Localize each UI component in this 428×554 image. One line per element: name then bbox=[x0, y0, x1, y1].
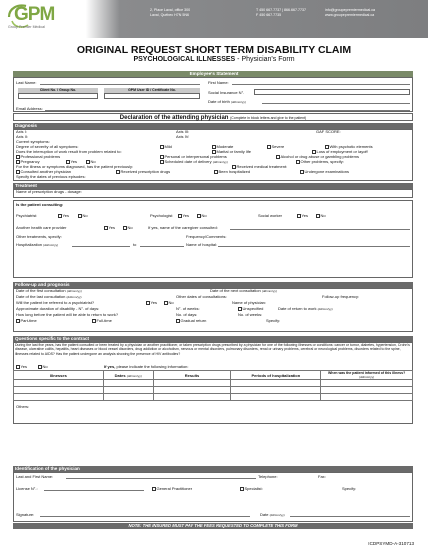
checkbox-psychiatrist-no[interactable] bbox=[78, 214, 82, 218]
sin-field[interactable] bbox=[254, 89, 410, 95]
referred-no[interactable]: No bbox=[164, 300, 174, 305]
checkbox-another-yes[interactable] bbox=[104, 226, 108, 230]
gpm-user-id-label: GPM User ID / Certificate No. bbox=[104, 88, 200, 93]
medical-treatment-option[interactable]: Received medical treatment: bbox=[232, 164, 287, 169]
part-time-option[interactable]: Part-time bbox=[16, 318, 37, 323]
current-symptoms-label: Current symptoms: bbox=[16, 139, 50, 144]
axis-i-label: Axis I: bbox=[16, 129, 27, 134]
severity-mild[interactable]: Mild bbox=[160, 144, 172, 149]
previous-episodes-label: Specify the dates of previous episodes: bbox=[16, 174, 86, 179]
form-title: ORIGINAL REQUEST SHORT TERM DISABILITY CLAIM bbox=[76, 44, 352, 56]
another-provider-no[interactable]: No bbox=[123, 225, 133, 230]
pregnancy-option[interactable]: Pregnancy bbox=[16, 159, 40, 164]
psychologist-no[interactable]: No bbox=[197, 213, 207, 218]
dob-label: Date of birth (dd/mm/yy) bbox=[208, 99, 246, 104]
telephone-label: Telephone: bbox=[258, 474, 278, 479]
name-physician-label: Name of physician: bbox=[232, 300, 267, 305]
hospitalization-label: Hospitalization (dd/mm/yy) bbox=[16, 242, 59, 247]
hospitalization-to-label: to bbox=[133, 242, 137, 247]
alcohol-option[interactable]: Alcohol or drug abuse or gambling problems bbox=[276, 154, 359, 159]
psychiatrist-yes[interactable]: Yes bbox=[58, 213, 69, 218]
hospital-name-label: Name of hospital: bbox=[186, 242, 218, 247]
identification-header: Identification of the physician bbox=[13, 466, 413, 472]
severity-psychotic[interactable]: With psychotic elements bbox=[325, 144, 373, 149]
another-provider-yes[interactable]: Yes bbox=[104, 225, 115, 230]
contract-paragraph: During the last five years, has the patient consulted or been treated by a physician or another practitioner, or taken prescription drugs prescribed by a physician for one of the following illnesses or conditions: cancer or tumor, diabetes, hypertension, Crohn's disease, ulcerative colitis, hepatitis, heart diseases or blood vessel disorders, drug addiction or alcoholism, nervous or mental disorders, pulmonary disorders, renal or urinary problems, cerebral or neurological problems, disorders related to the spine, illnesses related to AIDS? Has the patient undergone an analysis showing the presence of HIV antibodies? bbox=[15, 343, 410, 356]
psychologist-label: Psychologist bbox=[150, 213, 173, 218]
last-name-label: Last Name: bbox=[16, 80, 37, 85]
followup-header: Follow-up and prognosis bbox=[13, 282, 413, 288]
sin-label: Social Insurance N°. bbox=[208, 90, 245, 95]
checkbox-delivery[interactable] bbox=[160, 160, 164, 164]
checkbox-severe[interactable] bbox=[267, 145, 271, 149]
brand-tagline: Group Premier Médical bbox=[8, 25, 45, 29]
undergone-option[interactable]: Undergone examinations bbox=[300, 169, 349, 174]
prescription-option[interactable]: Received prescription drugs bbox=[116, 169, 170, 174]
fax-label: Fax: bbox=[318, 474, 326, 479]
form-subtitle: PSYCHOLOGICAL ILLNESSES - Physician's Form bbox=[133, 56, 295, 63]
another-provider-label: Another health care provider bbox=[16, 225, 67, 230]
signature-field[interactable] bbox=[40, 516, 250, 517]
treatment-header: Treatment bbox=[13, 183, 413, 189]
professional-option[interactable]: Professional problems bbox=[16, 154, 60, 159]
approx-duration-label: Approximate duration of disability - N°. of days: bbox=[16, 306, 100, 311]
drugs-label: Name of prescription drugs - dosage: bbox=[16, 189, 82, 194]
nb-weeks2-label: No. of weeks: bbox=[238, 312, 263, 317]
if-yes-label: If yes, please indicate the following information: bbox=[104, 364, 189, 369]
checkbox-referred-yes[interactable] bbox=[146, 301, 150, 305]
last-consult-label: Date of the last consultation (dd/mm/yy) bbox=[16, 294, 82, 299]
consulting-label: Is the patient consulting: bbox=[16, 202, 64, 207]
physician-name-field[interactable] bbox=[66, 478, 256, 479]
gpm-user-id-field[interactable] bbox=[104, 93, 200, 99]
form-code: ICDPSYMD-A-310713 bbox=[368, 541, 414, 546]
social-worker-label: Social worker bbox=[258, 213, 283, 218]
checkbox-part-time[interactable] bbox=[16, 319, 20, 323]
loss-employment-option[interactable]: Loss of employment or layoff bbox=[312, 149, 368, 154]
identification-frame bbox=[13, 472, 413, 522]
table-row[interactable] bbox=[14, 387, 413, 394]
severity-label: Degree of severity of all symptoms: bbox=[16, 144, 79, 149]
signature-label: Signature: bbox=[16, 512, 35, 517]
table-row[interactable] bbox=[14, 380, 413, 387]
illness-table bbox=[13, 370, 413, 401]
illness-question: For the illness or symptoms diagnosed, has the patient previously: bbox=[16, 164, 134, 169]
checkbox-specialist[interactable] bbox=[240, 487, 244, 491]
contract-no[interactable]: No bbox=[38, 364, 48, 369]
fax-line: F 450 667.7735 bbox=[256, 13, 282, 17]
full-time-option[interactable]: Full-time bbox=[92, 318, 112, 323]
dob-field[interactable] bbox=[262, 103, 410, 104]
address-line-2: Laval, Québec H7N 5N6 bbox=[150, 13, 189, 17]
diagnosis-header: Diagnosis bbox=[13, 123, 413, 129]
how-long-label: How long before the patient will be able to return to work? bbox=[16, 312, 119, 317]
date-label: Date (dd/mm/yy) bbox=[260, 512, 285, 517]
social-worker-yes[interactable]: Yes bbox=[297, 213, 308, 218]
first-name-field[interactable] bbox=[232, 84, 410, 85]
table-header-row bbox=[14, 371, 413, 380]
checkbox-alcohol[interactable] bbox=[276, 155, 280, 159]
hospitalized-option[interactable]: Been hospitalized bbox=[214, 169, 250, 174]
other-problems-option[interactable]: Other problems, specify: bbox=[296, 159, 344, 164]
checkbox-unspecified[interactable] bbox=[238, 307, 242, 311]
severity-moderate[interactable]: Moderate bbox=[212, 144, 233, 149]
frequency-label: Frequency/Comments: bbox=[186, 234, 227, 239]
brand-name: GPM bbox=[14, 4, 55, 25]
checkbox-contract-no[interactable] bbox=[38, 365, 42, 369]
checkbox-another-no[interactable] bbox=[123, 226, 127, 230]
personal-option[interactable]: Personal or interpersonal problems bbox=[160, 154, 227, 159]
caregiver-label: If yes, name of the caregiver consulted: bbox=[148, 225, 218, 230]
license-field[interactable] bbox=[44, 490, 144, 491]
referred-label: Will the patient be referred to a psychiatrist? bbox=[16, 300, 95, 305]
checkbox-gp[interactable] bbox=[152, 487, 156, 491]
hospitalization-to-field[interactable] bbox=[140, 246, 184, 247]
specify-label: Specify: bbox=[266, 318, 281, 323]
gp-option[interactable]: General Practitioner bbox=[152, 486, 192, 491]
checkbox-prescription[interactable] bbox=[116, 170, 120, 174]
follow-freq-label: Follow-up frequency: bbox=[322, 294, 360, 299]
psychologist-yes[interactable]: Yes bbox=[178, 213, 189, 218]
unspecified-option[interactable]: Unspecified bbox=[238, 306, 263, 311]
checkbox-referred-no[interactable] bbox=[164, 301, 168, 305]
checkbox-social-worker-yes[interactable] bbox=[297, 214, 301, 218]
contract-yes[interactable]: Yes bbox=[16, 364, 27, 369]
date-field[interactable] bbox=[290, 516, 410, 517]
gaf-score-label: GAF SCORE: bbox=[316, 129, 341, 134]
return-date-label: Date of return to work (dd/mm/yy) bbox=[278, 306, 333, 311]
checkbox-gradual[interactable] bbox=[176, 319, 180, 323]
gradual-option[interactable]: Gradual return bbox=[176, 318, 206, 323]
nb-days-label: No. of days: bbox=[176, 312, 198, 317]
nb-weeks-label: N°. of weeks: bbox=[176, 306, 200, 311]
address-line-1: 2, Place Laval, office 300 bbox=[150, 8, 191, 12]
declaration-header: Declaration of the attending physician (Complete in block letters and give to the patient) bbox=[13, 113, 413, 121]
col-results: Results bbox=[153, 371, 231, 380]
pregnancy-yes[interactable]: Yes bbox=[66, 159, 77, 164]
checkbox-social-worker-no[interactable] bbox=[316, 214, 320, 218]
severity-severe[interactable]: Severe bbox=[267, 144, 284, 149]
email-line: info@groupepremiermedical.ca bbox=[325, 8, 375, 12]
marital-option[interactable]: Marital or family life bbox=[212, 149, 251, 154]
checkbox-hospitalized[interactable] bbox=[214, 170, 218, 174]
checkbox-undergone[interactable] bbox=[300, 170, 304, 174]
consulting-frame bbox=[13, 200, 413, 278]
specialist-option[interactable]: Specialist: bbox=[240, 486, 263, 491]
checkbox-contract-yes[interactable] bbox=[16, 365, 20, 369]
checkbox-psychiatrist-yes[interactable] bbox=[58, 214, 62, 218]
others-label: Others: bbox=[16, 404, 30, 409]
client-no-field[interactable] bbox=[18, 93, 98, 99]
contract-header: Questions specific to the contract bbox=[13, 336, 413, 342]
checkbox-full-time[interactable] bbox=[92, 319, 96, 323]
other-dates-label: Other dates of consultations: bbox=[176, 294, 227, 299]
hospital-name-field[interactable] bbox=[218, 246, 410, 247]
fees-note: NOTE: THE INSURED MUST PAY THE FEES REQUESTED TO COMPLETE THIS FORM bbox=[13, 523, 413, 529]
col-periods: Periods of hospitalization bbox=[231, 371, 321, 380]
phone-line: T 450 667.7737 | 866.667.7737 bbox=[256, 8, 307, 12]
first-name-label: First Name: bbox=[208, 80, 229, 85]
email-label: Email Address: bbox=[16, 106, 43, 111]
col-illnesses: Illnesses bbox=[14, 371, 104, 380]
checkbox-mild[interactable] bbox=[160, 145, 164, 149]
consulted-option[interactable]: Consulted another physician bbox=[16, 169, 71, 174]
physician-name-label: Last and First Name: bbox=[16, 474, 54, 479]
license-label: License N°.: bbox=[16, 486, 38, 491]
psychiatrist-no[interactable]: No bbox=[78, 213, 88, 218]
axis-iii-label: Axis III: bbox=[176, 129, 190, 134]
axis-ii-label: Axis II: bbox=[16, 134, 29, 139]
employee-section-header: Employee's Statement bbox=[13, 71, 413, 77]
other-treatments-label: Other treatments, specify: bbox=[16, 234, 62, 239]
web-line: www.groupepremiermedical.ca bbox=[325, 13, 375, 17]
axis-iv-label: Axis IV: bbox=[176, 134, 190, 139]
checkbox-psychologist-yes[interactable] bbox=[178, 214, 182, 218]
header-banner bbox=[0, 0, 428, 38]
checkbox-psychologist-no[interactable] bbox=[197, 214, 201, 218]
next-consult-label: Date of the next consultation (dd/mm/yy) bbox=[210, 288, 277, 293]
col-informed: When was the patient informed of this illness? (dd/mm/yy) bbox=[321, 371, 413, 380]
table-row[interactable] bbox=[14, 394, 413, 401]
psychiatrist-label: Psychiatrist bbox=[16, 213, 37, 218]
last-name-field[interactable] bbox=[40, 84, 200, 85]
caregiver-field[interactable] bbox=[230, 229, 410, 230]
client-no-label: Client No. / Group No. bbox=[18, 88, 98, 93]
referred-yes[interactable]: Yes bbox=[146, 300, 157, 305]
pregnancy-no[interactable]: No bbox=[86, 159, 96, 164]
social-worker-no[interactable]: No bbox=[316, 213, 326, 218]
email-field[interactable] bbox=[45, 110, 410, 111]
checkbox-other-problems[interactable] bbox=[296, 160, 300, 164]
hospitalization-from-field[interactable] bbox=[72, 246, 130, 247]
col-dates: Dates (dd/mm/yy) bbox=[103, 371, 153, 380]
first-consult-label: Date of the first consultation (dd/mm/yy) bbox=[16, 288, 82, 293]
interruption-label: Does the interruption of work result from problem related to: bbox=[16, 149, 122, 154]
specify-specialist-label: Specify: bbox=[342, 486, 357, 491]
scheduled-delivery-label: Scheduled date of delivery (dd/mm/yy) bbox=[160, 159, 228, 165]
